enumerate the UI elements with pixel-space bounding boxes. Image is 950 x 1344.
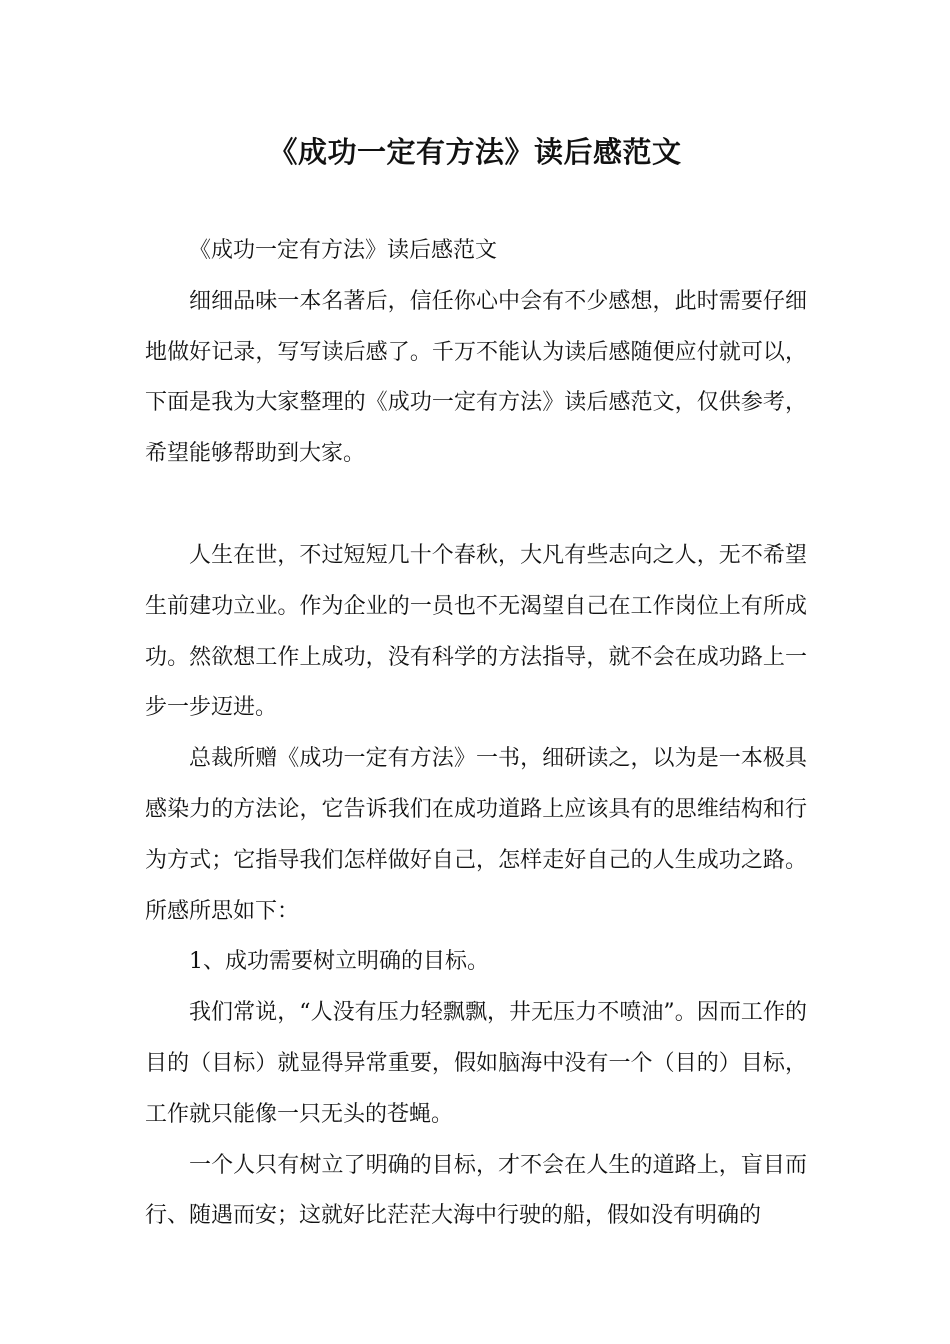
body-paragraph-life: 人生在世，不过短短几十个春秋，大凡有些志向之人，无不希望生前建功立业。作为企业的一员也不无渴望自己在工作岗位上有所成功。然欲想工作上成功，没有科学的方法指导，就不会在成功路上一步一步迈进。 — [145, 542, 807, 721]
body-paragraph-heading-1: 1、成功需要树立明确的目标。 — [189, 949, 489, 975]
body-paragraph-book: 总裁所赠《成功一定有方法》一书，细研读之，以为是一本极具感染力的方法论，它告诉我们在成功道路上应该具有的思维结构和行为方式；它指导我们怎样做好自己，怎样走好自己的人生成功之路。所感所思如下： — [145, 746, 807, 924]
document-body — [145, 226, 807, 1242]
body-paragraph-pressure: 我们常说，“人没有压力轻飘飘，井无压力不喷油”。因而工作的目的（目标）就显得异常重要，假如脑海中没有一个（目的）目标，工作就只能像一只无头的苍蝇。 — [145, 1000, 807, 1127]
document-title: 《成功一定有方法》读后感范文 — [268, 135, 682, 169]
body-paragraph-goal: 一个人只有树立了明确的目标，才不会在人生的道路上，盲目而行、随遇而安；这就好比茫茫大海中行驶的船，假如没有明确的 — [145, 1152, 807, 1229]
body-paragraph-intro: 细细品味一本名著后，信任你心中会有不少感想，此时需要仔细地做好记录，写写读后感了。千万不能认为读后感随便应付就可以，下面是我为大家整理的《成功一定有方法》读后感范文，仅供参考，希望能够帮助到大家。 — [145, 288, 807, 467]
body-paragraph-subtitle: 《成功一定有方法》读后感范文 — [189, 238, 498, 263]
